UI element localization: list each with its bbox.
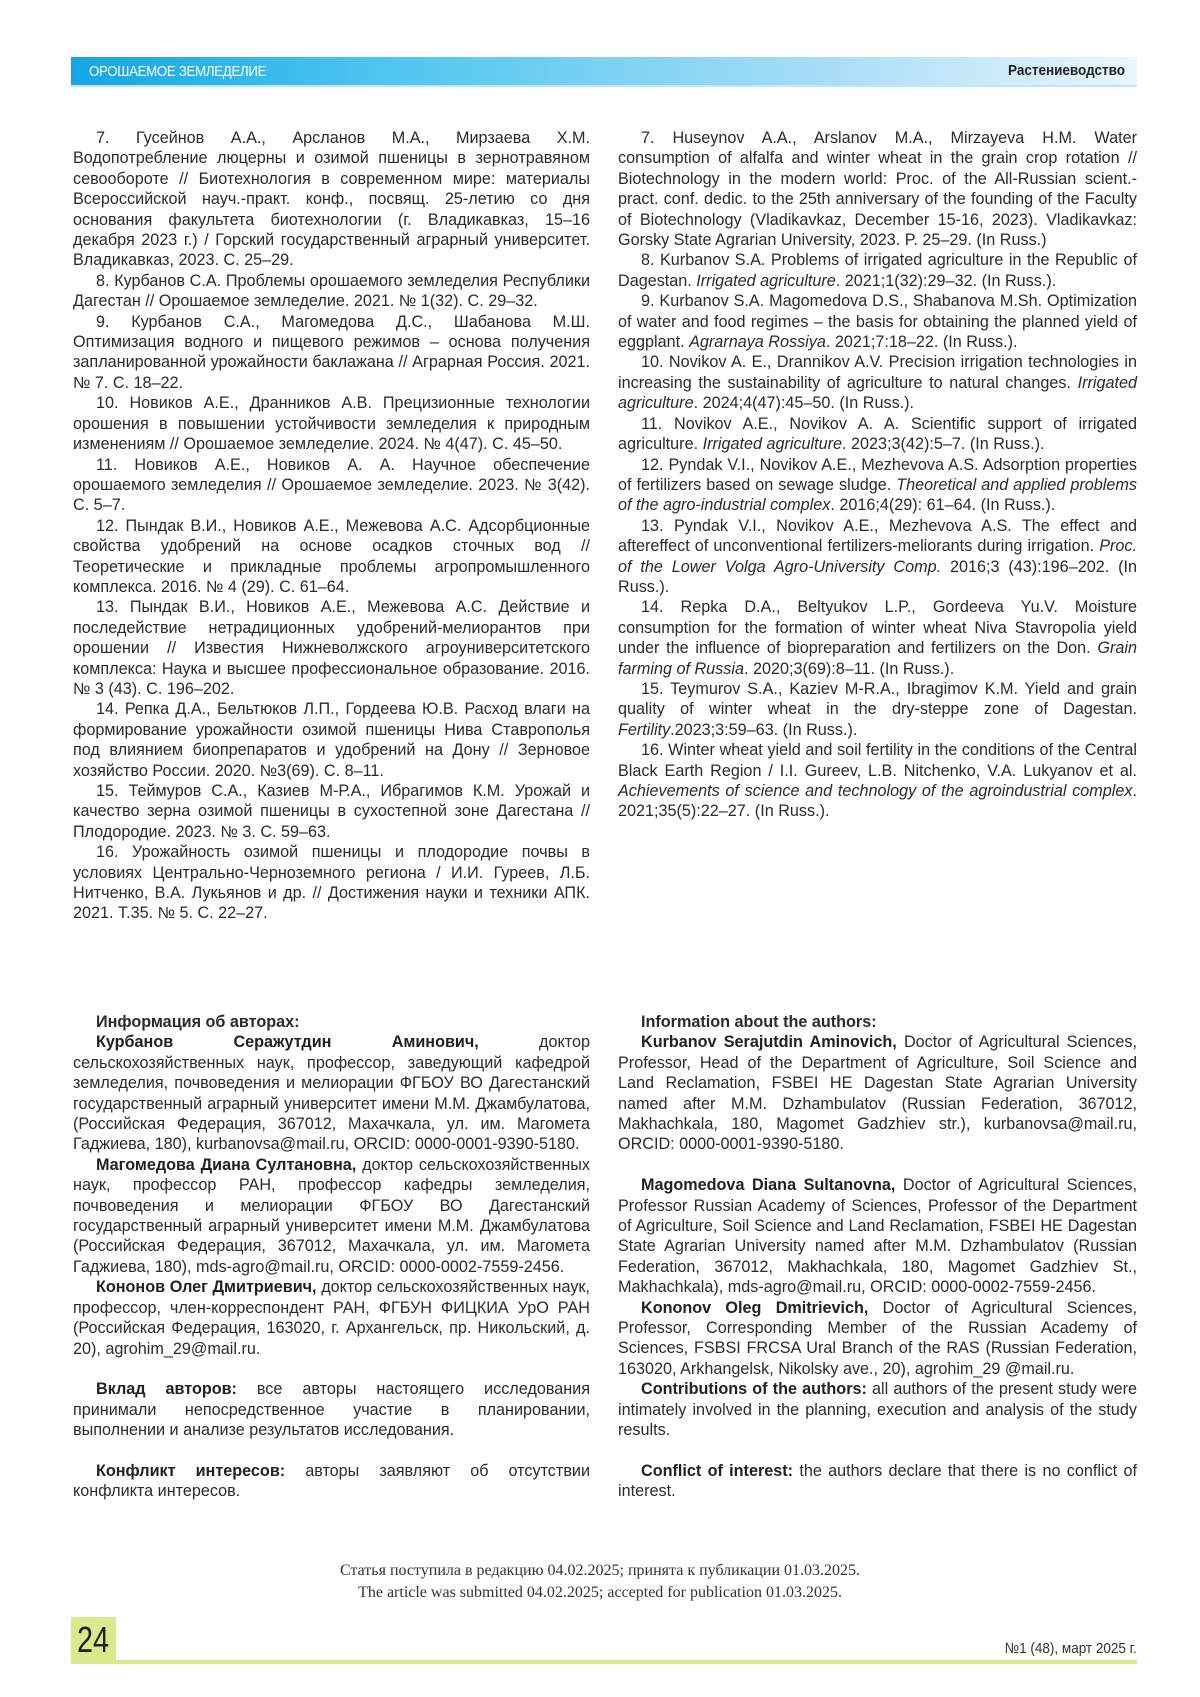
references-russian <box>73 128 590 924</box>
author-paragraph <box>73 1277 590 1359</box>
reference-item: 14. Репка Д.А., Бельтюков Л.П., Гордеева Ю.В. Расход влаги на формирование урожайности озимой пшеницы Нива Ставрополья под влиянием биопрепаратов и удобрений на Дону // Зерновое хозяйство России. 2020. №3(69). С. 8–11. <box>73 699 590 781</box>
reference-item <box>618 455 1137 516</box>
author-name: Кононов Олег Дмитриевич, <box>96 1278 317 1296</box>
authors-info-russian <box>73 1012 590 1502</box>
reference-text: 14. Repka D.A., Beltyukov L.P., Gordeeva Yu.V. Moisture consumption for the formation of winter wheat Niva Stavropolia yield under the influence of biopreparation and fertilizers on the Don. <box>618 598 1137 657</box>
author-details: the authors declare that there is no conflict of interest. <box>618 1462 1137 1500</box>
reference-details: . 2020;3(69):8–11. (In Russ.). <box>744 660 954 678</box>
reference-text: 15. Teymurov S.A., Kaziev M-R.A., Ibragimov K.M. Yield and grain quality of winter wheat in the dry-steppe zone of Dagestan. <box>618 680 1137 718</box>
reference-journal: Irrigated agriculture <box>696 272 835 290</box>
reference-item: 15. Теймуров С.А., Казиев М-Р.А., Ибрагимов К.М. Урожай и качество зерна озимой пшеницы в сухостепной зоне Дагестана // Плодородие. 2023. № 3. С. 59–63. <box>73 781 590 842</box>
submission-dates <box>0 1560 1200 1604</box>
author-details: доктор сельскохозяйственных наук, профессор, член-корреспондент РАН, ФГБУН ФИЦКИА УрО РАН (Российская Федерация, 163020, г. Архангельск, пр. Никольский, д. 20), agrohim_29@mail.ru. <box>73 1278 590 1357</box>
author-paragraph <box>618 1032 1137 1154</box>
author-paragraph <box>618 1379 1137 1440</box>
author-name: Magomedova Diana Sultanovna, <box>641 1176 895 1194</box>
author-details: Doctor of Agricultural Sciences, Professor Russian Academy of Sciences, Professor of the Department of Agriculture, Soil Science and Land Reclamation, FSBEI HE Dagestan State Agrarian University named after M.M. Dzhambulatov (Russian Federation, 367012, Makhachkala, 180, Magomet Gadzhiev St., Makhachkala), mds-agro@mail.ru, ORCID: 0000-0002-7559-2456. <box>618 1176 1137 1296</box>
reference-journal: Proc. of the Lower Volga Agro-University Comp. <box>618 537 1137 575</box>
reference-journal: Fertility <box>618 721 670 739</box>
running-header <box>71 57 1137 87</box>
reference-details: . 2021;1(32):29–32. (In Russ.). <box>836 272 1056 290</box>
reference-details: 2016;3 (43):196–202. (In Russ.). <box>618 558 1137 596</box>
reference-item <box>618 740 1137 822</box>
reference-item: 11. Новиков А.Е., Новиков А. А. Научное обеспечение орошаемого земледелия // Орошаемое земледелие. 2023. № 3(42). С. 5–7. <box>73 455 590 516</box>
reference-item <box>618 414 1137 455</box>
author-name: Conflict of interest: <box>641 1462 793 1480</box>
author-details: Doctor of Agricultural Sciences, Professor, Head of the Department of Agriculture, Soil Science and Land Reclamation, FSBEI HE Dagestan State Agrarian University named after M.M. Dzhambulatov (Russian Federation, 367012, Makhachkala, 180, Magomet Gadzhiev str.), kurbanovsa@mail.ru, ORCID: 0000-0001-9390-5180. <box>618 1033 1137 1153</box>
reference-details: . 2024;4(47):45–50. (In Russ.). <box>694 394 914 412</box>
footer-divider <box>71 1660 1137 1664</box>
authors-heading: Information about the authors: <box>618 1012 1137 1032</box>
reference-journal: Grain farming of Russia <box>618 639 1137 677</box>
reference-item <box>618 679 1137 740</box>
author-paragraph <box>618 1175 1137 1297</box>
reference-item: 13. Пындак В.И., Новиков А.Е., Межевова А.С. Действие и последействие нетрадиционных удобрений-мелиорантов при орошении // Известия Нижневолжского агроуниверситетского комплекса: Наука и высшее профессиональное образование. 2016. № 3 (43). С. 196–202. <box>73 597 590 699</box>
author-name: Вклад авторов: <box>96 1380 237 1398</box>
reference-journal: Achievements of science and technology of the agroindustrial complex <box>618 782 1133 800</box>
author-paragraph <box>73 1032 590 1154</box>
reference-journal: Theoretical and applied problems of the agro-industrial complex <box>618 476 1137 514</box>
submission-dates-en: The article was submitted 04.02.2025; accepted for publication 01.03.2025. <box>0 1582 1200 1604</box>
author-details: авторы заявляют об отсутствии конфликта интересов. <box>73 1462 590 1500</box>
author-name: Kurbanov Serajutdin Aminovich, <box>641 1033 897 1051</box>
reference-text: 12. Pyndak V.I., Novikov A.E., Mezhevova A.S. Adsorption properties of fertilizers based on sewage sludge. <box>618 456 1137 494</box>
reference-item: 7. Гусейнов А.А., Арсланов М.А., Мирзаева Х.М. Водопотребление люцерны и озимой пшеницы в зернотравяном севообороте // Биотехнология в современном мире: материалы Всероссийской науч.-практ. конф., посвящ. 25-летию со дня основания факультета биотехнологии (г. Владикавказ, 15–16 декабря 2023 г.) / Горский государственный аграрный университет. Владикавказ, 2023. С. 25–29. <box>73 128 590 271</box>
section-title: Растениеводство <box>1008 62 1125 79</box>
author-details: доктор сельскохозяйственных наук, профессор РАН, профессор кафедры земледелия, почвоведения и мелиорации ФГБОУ ВО Дагестанский государственный аграрный университет имени М.М. Джамбулатова (Российская Федерация, 367012, Махачкала, ул. им. Магомета Гаджиева, 180), mds-agro@mail.ru, ORCID: 0000-0002-7559-2456. <box>73 1156 590 1276</box>
reference-item <box>618 128 1137 250</box>
author-details: все авторы настоящего исследования принимали непосредственное участие в планировании, выполнении и анализе результатов исследования. <box>73 1380 590 1439</box>
reference-details: . 2016;4(29): 61–64. (In Russ.). <box>830 496 1055 514</box>
authors-info-english <box>618 1012 1137 1502</box>
reference-details: . 2021;35(5):22–27. (In Russ.). <box>618 782 1137 820</box>
journal-title: ОРОШАЕМОЕ ЗЕМЛЕДЕЛИЕ <box>89 63 266 80</box>
author-name: Курбанов Серажутдин Аминович, <box>96 1033 479 1051</box>
author-name: Kononov Oleg Dmitrievich, <box>641 1299 868 1317</box>
authors-heading: Информация об авторах: <box>73 1012 590 1032</box>
author-name: Магомедова Диана Султановна, <box>96 1156 356 1174</box>
page-number-text: 24 <box>77 1617 109 1663</box>
reference-item: 10. Новиков А.Е., Дранников А.В. Прецизионные технологии орошения в повышении устойчивости земледелия к природным изменениям // Орошаемое земледелие. 2024. № 4(47). С. 45–50. <box>73 393 590 454</box>
author-paragraph <box>73 1155 590 1277</box>
references-english <box>618 128 1137 822</box>
reference-item: 9. Курбанов С.А., Магомедова Д.С., Шабанова М.Ш. Оптимизация водного и пищевого режимов – основа получения запланированной урожайности баклажана // Аграрная Россия. 2021. № 7. С. 18–22. <box>73 312 590 394</box>
reference-text: 16. Winter wheat yield and soil fertility in the conditions of the Central Black Earth Region / I.I. Gureev, L.B. Nitchenko, V.A. Lukyanov et al. <box>618 741 1137 779</box>
author-paragraph <box>73 1461 590 1502</box>
reference-journal: Agrarnaya Rossiya <box>689 333 826 351</box>
author-details: all authors of the present study were intimately involved in the planning, execution and analysis of the study results. <box>618 1380 1137 1439</box>
issue-info: №1 (48), март 2025 г. <box>1005 1640 1137 1657</box>
author-paragraph <box>618 1461 1137 1502</box>
author-details: Doctor of Agricultural Sciences, Professor, Corresponding Member of the Russian Academy of Sciences, FSBSI FRCSA Ural Branch of the RAS (Russian Federation, 163020, Arkhangelsk, Nikolsky ave., 20), agrohim_29 @mail.ru. <box>618 1299 1137 1378</box>
reference-journal: Irrigated agriculture <box>618 374 1137 412</box>
reference-text: 11. Novikov A.E., Novikov A. A. Scientific support of irrigated agriculture. <box>618 415 1137 453</box>
reference-item: 8. Курбанов С.А. Проблемы орошаемого земледелия Республики Дагестан // Орошаемое земледелие. 2021. № 1(32). С. 29–32. <box>73 271 590 312</box>
reference-text: 13. Pyndak V.I., Novikov A.E., Mezhevova A.S. The effect and aftereffect of unconventional fertilizers-meliorants during irrigation. <box>618 517 1137 555</box>
reference-item: 12. Пындак В.И., Новиков А.Е., Межевова А.С. Адсорбционные свойства удобрений на основе осадков сточных вод // Теоретические и прикладные проблемы агропромышленного комплекса. 2016. № 4 (29). С. 61–64. <box>73 516 590 598</box>
reference-item: 16. Урожайность озимой пшеницы и плодородие почвы в условиях Центрально-Черноземного региона / И.И. Гуреев, Л.Б. Нитченко, В.А. Лукьянов и др. // Достижения науки и техники АПК. 2021. Т.35. № 5. С. 22–27. <box>73 842 590 924</box>
submission-dates-ru: Статья поступила в редакцию 04.02.2025; принята к публикации 01.03.2025. <box>0 1560 1200 1582</box>
reference-details: .2023;3:59–63. (In Russ.). <box>670 721 857 739</box>
reference-item <box>618 516 1137 598</box>
author-name: Конфликт интересов: <box>96 1462 285 1480</box>
reference-item <box>618 352 1137 413</box>
reference-text: 9. Kurbanov S.A. Magomedova D.S., Shabanova M.Sh. Optimization of water and food regimes – the basis for obtaining the planned yield of eggplant. <box>618 292 1137 351</box>
page-number <box>71 1617 116 1662</box>
reference-text: 10. Novikov A. E., Drannikov A.V. Precision irrigation technologies in increasing the sustainability of agriculture to natural changes. <box>618 353 1137 391</box>
author-paragraph <box>618 1298 1137 1380</box>
author-paragraph <box>73 1379 590 1440</box>
reference-text: 7. Huseynov A.A., Arslanov M.A., Mirzayeva H.M. Water consumption of alfalfa and winter wheat in the grain crop rotation // Biotechnology in the modern world: Proc. of the All-Russian scient.-pract. conf. dedic. to the 25th anniversary of the founding of the Faculty of Biotechnology (Vladikavkaz, December 15-16, 2023). Vladikavkaz: Gorsky State Agrarian University, 2023. P. 25–29. (In Russ.) <box>618 129 1137 249</box>
author-name: Contributions of the authors: <box>641 1380 867 1398</box>
reference-details: . 2021;7:18–22. (In Russ.). <box>826 333 1018 351</box>
author-details: доктор сельскохозяйственных наук, профессор, заведующий кафедрой земледелия, почвоведения и мелиорации ФГБОУ ВО Дагестанский государственный аграрный университет имени М.М. Джамбулатова, (Российская Федерация, 367012, Махачкала, ул. им. Магомета Гаджиева, 180), kurbanovsa@mail.ru, ORCID: 0000-0001-9390-5180. <box>73 1033 590 1153</box>
reference-text: 8. Kurbanov S.A. Problems of irrigated agriculture in the Republic of Dagestan. <box>618 251 1137 289</box>
reference-journal: Irrigated agriculture <box>703 435 842 453</box>
reference-item <box>618 250 1137 291</box>
reference-item <box>618 291 1137 352</box>
reference-item <box>618 597 1137 679</box>
reference-details: . 2023;3(42):5–7. (In Russ.). <box>842 435 1044 453</box>
